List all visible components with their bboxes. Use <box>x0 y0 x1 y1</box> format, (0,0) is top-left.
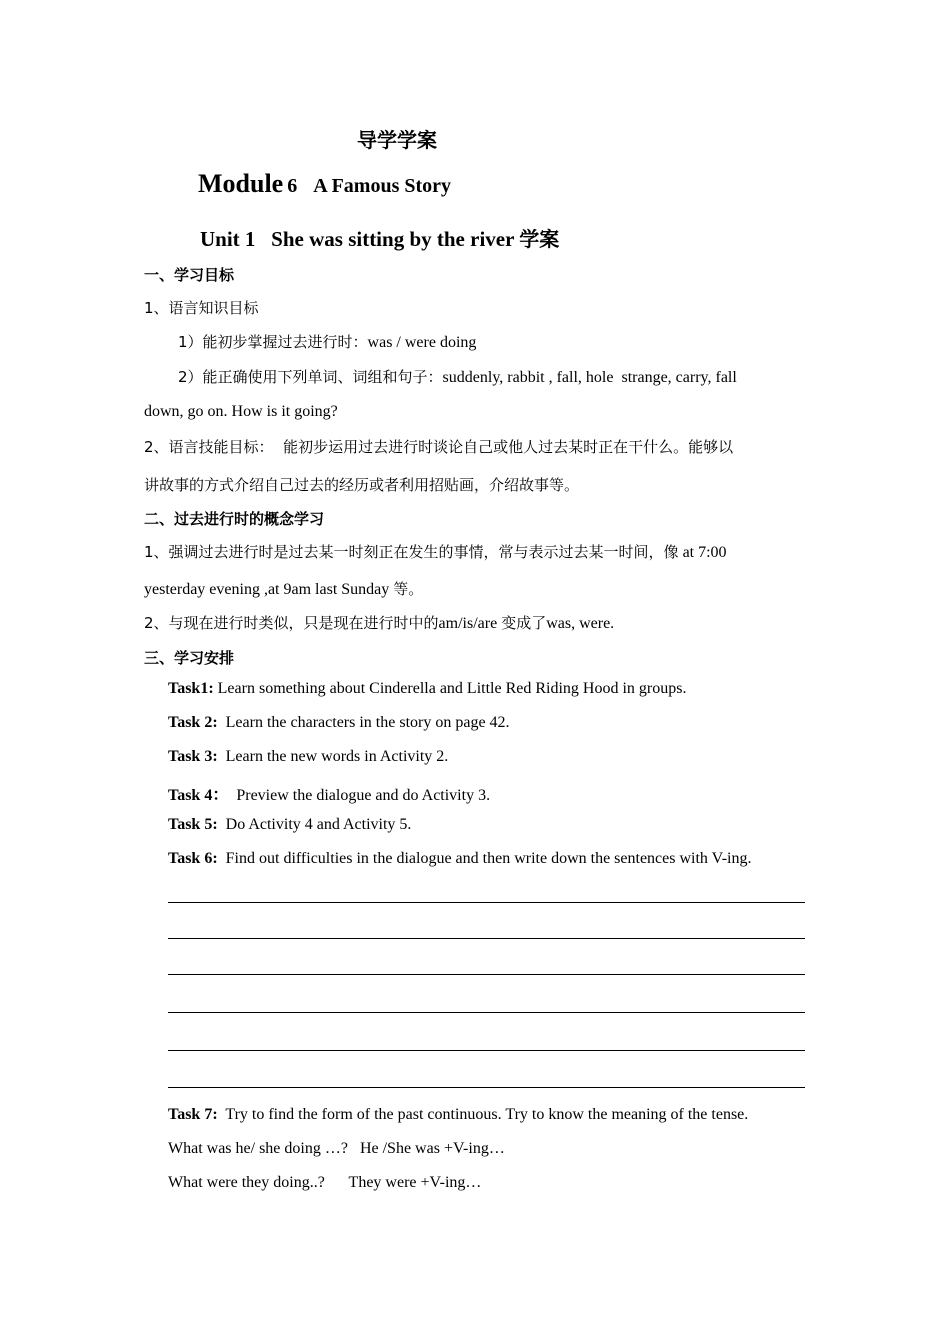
item2-cn-a: 2、与现在进行时类似，只是现在进行时中的 <box>144 614 439 632</box>
task-6 <box>168 850 752 868</box>
section1-sub2 <box>178 366 737 387</box>
section1-heading: 一、学习目标 <box>144 266 235 284</box>
task-label: Task 2: <box>168 714 218 731</box>
section1-sub2-continued: down, go on. How is it going? <box>144 403 338 420</box>
module-name: A Famous Story <box>313 175 452 197</box>
sub1-text-cn: 1）能初步掌握过去进行时： <box>178 333 368 351</box>
task-3 <box>168 748 448 766</box>
task-text: Learn the new words in Activity 2. <box>217 748 449 765</box>
item1-line2-en: yesterday evening ,at 9am last Sunday <box>144 581 390 598</box>
module-heading <box>198 169 451 199</box>
section2-heading: 二、过去进行时的概念学习 <box>144 510 325 528</box>
item2-cn-b: 变成了 <box>501 614 547 632</box>
section1-item1: 1、语言知识目标 <box>144 299 259 317</box>
pattern-answer: They were +V-ing… <box>348 1174 482 1191</box>
task-label: Task 7: <box>168 1106 218 1123</box>
answer-line[interactable] <box>168 974 805 975</box>
task-label: Task 3: <box>168 748 218 765</box>
pattern-2 <box>168 1174 481 1192</box>
sub2-text-cn: 2）能正确使用下列单词、词组和句子： <box>178 368 443 386</box>
item1-line1-en: at 7:00 <box>682 544 727 561</box>
item1-line1-cn: 1、强调过去进行时是过去某一时刻正在发生的事情，常与表示过去某一时间，像 <box>144 543 679 561</box>
task-7 <box>168 1106 748 1124</box>
section1-sub1 <box>178 331 476 352</box>
task-label: Task 6: <box>168 850 218 867</box>
section1-item2-line1: 2、语言技能目标： 能初步运用过去进行时谈论自己或他人过去某时正在干什么。能够以 <box>144 438 734 456</box>
module-number: 6 <box>287 175 298 197</box>
answer-line[interactable] <box>168 902 805 903</box>
task-2 <box>168 714 510 732</box>
section3-heading: 三、学习安排 <box>144 649 235 667</box>
unit-title-en: Unit 1 She was sitting by the river <box>200 227 515 251</box>
item2-en-b: was, were. <box>546 615 615 632</box>
sub1-text-en: was / were doing <box>367 334 477 351</box>
task-text: Preview the dialogue and do Activity 3. <box>228 787 491 804</box>
pattern-1 <box>168 1140 505 1158</box>
answer-line[interactable] <box>168 938 805 939</box>
pattern-question: What were they doing..? <box>168 1174 325 1191</box>
answer-line[interactable] <box>168 1012 805 1013</box>
pattern-question: What was he/ she doing …? <box>168 1140 348 1157</box>
item2-en-a: am/is/are <box>438 615 498 632</box>
sub2-text-en: suddenly, rabbit , fall, hole strange, carry, fall <box>442 369 737 386</box>
section1-item2-line2: 讲故事的方式介绍自己过去的经历或者利用招贴画，介绍故事等。 <box>144 476 580 494</box>
answer-line[interactable] <box>168 1050 805 1051</box>
section2-item1-line1 <box>144 541 727 562</box>
task-label: Task 4： <box>168 787 229 804</box>
task-label: Task1: <box>168 680 214 697</box>
task-text: Try to find the form of the past continuous. Try to know the meaning of the tense. <box>217 1106 749 1123</box>
module-label: Module <box>198 169 284 198</box>
pattern-answer: He /She was +V-ing… <box>359 1140 505 1157</box>
section2-item1-line2 <box>144 578 423 599</box>
unit-title-cn: 学案 <box>519 227 560 251</box>
task-label: Task 5: <box>168 816 218 833</box>
item1-line2-cn: 等。 <box>393 580 424 598</box>
task-text: Learn the characters in the story on page 42. <box>217 714 510 731</box>
section2-item2 <box>144 612 614 633</box>
task-text: Do Activity 4 and Activity 5. <box>217 816 412 833</box>
unit-heading <box>200 223 559 252</box>
task-1 <box>168 680 686 698</box>
task-4 <box>168 782 490 805</box>
task-5 <box>168 816 411 834</box>
document-title: 导学学案 <box>357 128 437 152</box>
task-text: Find out difficulties in the dialogue and then write down the sentences with V-ing. <box>217 850 752 867</box>
task-text: Learn something about Cinderella and Little Red Riding Hood in groups. <box>213 680 687 697</box>
answer-line[interactable] <box>168 1087 805 1088</box>
